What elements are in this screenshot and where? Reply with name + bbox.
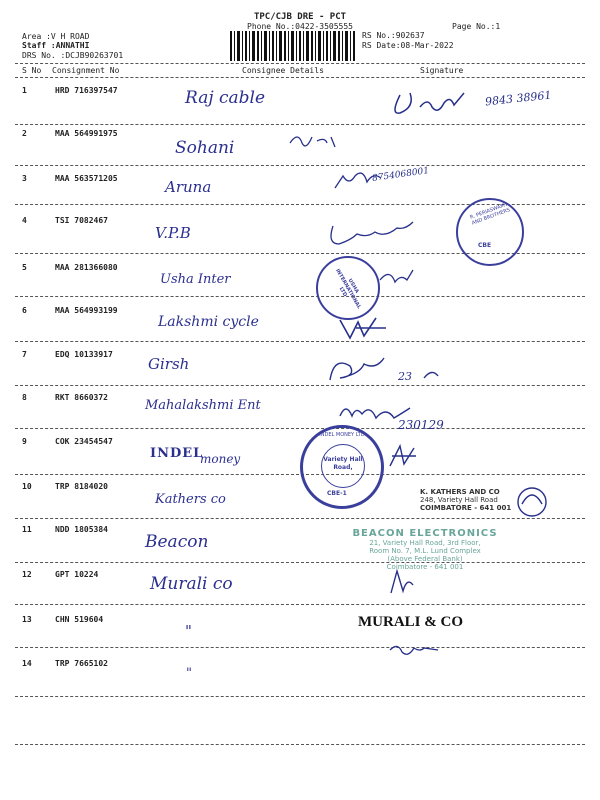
row-divider (15, 165, 585, 166)
stamp-line: 248, Variety Hall Road (420, 496, 498, 504)
signature-row4 (325, 218, 425, 248)
row-number: 10 (22, 482, 32, 491)
signature-phone-note: 9843 38961 (484, 88, 552, 109)
row-divider (15, 518, 585, 519)
consignment-number: NDD 1805384 (55, 525, 108, 534)
area-label: Area :V H ROAD (22, 32, 90, 41)
consignee-handwritten: Aruna (165, 178, 212, 196)
row-number: 8 (22, 393, 27, 402)
consignee-handwritten: Beacon (145, 532, 209, 552)
stamp-center-line2: Road, (333, 464, 353, 471)
consignee-handwritten: Kathers co (155, 492, 226, 507)
indel-stamp (300, 425, 384, 509)
rs-date: RS Date:08-Mar-2022 (362, 41, 454, 50)
consignment-number: EDQ 10133917 (55, 350, 113, 359)
row-divider (15, 296, 585, 297)
header-rule-bottom (15, 77, 585, 78)
row-divider (15, 428, 585, 429)
stamp-line: Room No. 7, M.L. Lund Complex (369, 547, 481, 555)
consignment-number: MAA 281366080 (55, 263, 118, 272)
row-number: 2 (22, 129, 27, 138)
stamp-center-line1: Variety Hall (323, 456, 363, 463)
signature-row7 (320, 350, 460, 390)
stamp-text: R. PERIASWAMY AND BROTHERS (469, 201, 511, 227)
stamp-text: USHA INTERNATIONAL LTD (334, 267, 362, 311)
row-divider (15, 385, 585, 386)
stamp-line: BEACON ELECTRONICS (352, 528, 498, 539)
page-number: Page No.:1 (452, 22, 501, 31)
consignee-strikethrough-text: INDEL (150, 446, 204, 461)
consignment-number: TRP 7665102 (55, 659, 108, 668)
stamp-line: 21, Variety Hall Road, 3rd Floor, (369, 539, 481, 547)
consignment-number: MAA 563571205 (55, 174, 118, 183)
row-number: 3 (22, 174, 27, 183)
signature-row13 (385, 640, 445, 660)
consignee-handwritten: Lakshmi cycle (158, 314, 259, 330)
stamp-city: CBE (478, 242, 492, 249)
usha-stamp (316, 256, 380, 320)
rs-number: RS No.:902637 (362, 31, 425, 40)
row-divider (15, 604, 585, 605)
stamp-line: (Above Federal Bank) (387, 555, 463, 563)
document-title: TPC/CJB DRE - PCT (253, 12, 347, 22)
stamp-city: CBE-1 (327, 490, 347, 497)
stamp-line: K. KATHERS AND CO (420, 488, 500, 496)
consignee-handwritten: Mahalakshmi Ent (145, 398, 261, 413)
row-divider (15, 696, 585, 697)
consignment-number: MAA 564991975 (55, 129, 118, 138)
consignment-number: GPT 10224 (55, 570, 99, 579)
row-number: 14 (22, 659, 32, 668)
signature-number-note: 230129 (398, 418, 444, 432)
signature-phone-note: 8754068001 (371, 166, 430, 184)
col-consignee: Consignee Details (242, 66, 324, 75)
row-number: 4 (22, 216, 27, 225)
consignee-ditto: " (186, 666, 192, 681)
consignee-handwritten: Girsh (148, 355, 190, 373)
row-number: 9 (22, 437, 27, 446)
barcode (230, 31, 355, 61)
consignee-handwritten: Raj cable (185, 88, 266, 108)
phone-number: Phone No.:0422-3505555 (247, 22, 353, 31)
row-divider (15, 124, 585, 125)
row-number: 7 (22, 350, 27, 359)
signature-number-note: 23 (398, 370, 412, 383)
consignee-handwritten: Sohani (175, 138, 235, 158)
consignment-number: TSI 7082467 (55, 216, 108, 225)
beacon-stamp (335, 528, 515, 571)
row-divider (15, 744, 585, 745)
consignment-number: COK 23454547 (55, 437, 113, 446)
stamp-outer-text: INDEL MONEY LTD (319, 432, 365, 438)
stamp-line: COIMBATORE - 641 001 (420, 504, 512, 512)
consignment-number: CHN 519604 (55, 615, 104, 624)
header-rule-top (15, 63, 585, 64)
consignee-handwritten: money (200, 452, 241, 466)
row-divider (15, 647, 585, 648)
drs-number: DRS No. :DCJB90263701 (22, 51, 124, 60)
col-consignment: Consignment No (52, 66, 120, 75)
signature-row9 (385, 440, 430, 470)
kathers-stamp (420, 488, 570, 512)
consignment-number: HRD 716397547 (55, 86, 118, 95)
col-signature: Signature (420, 66, 464, 75)
consignee-handwritten: Usha Inter (160, 272, 231, 287)
signature-row2 (285, 128, 345, 153)
consignment-number: TRP 8184020 (55, 482, 108, 491)
periaswamy-stamp (456, 198, 524, 266)
stamp-line: Coimbatore - 641 001 (386, 563, 464, 571)
consignee-handwritten: Murali co (150, 574, 233, 594)
consignment-number: RKT 8660372 (55, 393, 108, 402)
row-number: 13 (22, 615, 32, 624)
row-divider (15, 341, 585, 342)
col-sno: S No (22, 66, 42, 75)
consignment-number: MAA 564993199 (55, 306, 118, 315)
staff-label: Staff :ANNATHI (22, 41, 90, 50)
row-number: 12 (22, 570, 32, 579)
signature-row5 (375, 262, 425, 292)
row-number: 1 (22, 86, 27, 95)
consignee-handwritten: V.P.B (155, 224, 191, 242)
row-number: 6 (22, 306, 27, 315)
murali-stamp: MURALI & CO (358, 614, 463, 630)
row-number: 11 (22, 525, 32, 534)
row-number: 5 (22, 263, 27, 272)
consignee-handwritten: " (185, 622, 192, 640)
